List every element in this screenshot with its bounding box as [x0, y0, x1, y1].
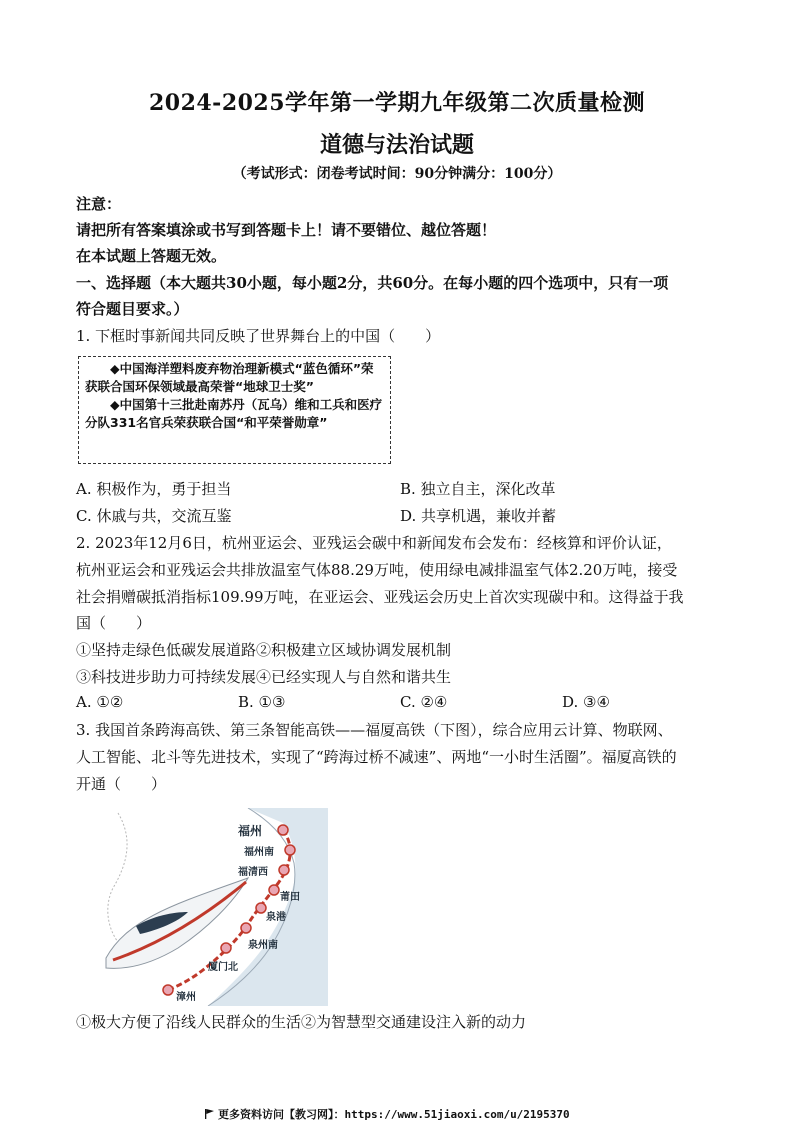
exam-info: （考试形式：闭卷考试时间：90分钟满分：100分）	[232, 166, 562, 182]
station-marker	[269, 885, 279, 895]
station-marker	[285, 845, 295, 855]
q1-option-a: A. 积极作为，勇于担当	[76, 480, 232, 498]
station-marker	[241, 923, 251, 933]
station-label: 福州南	[244, 847, 274, 858]
station-marker	[221, 943, 231, 953]
q1-stem: 1. 下框时事新闻共同反映了世界舞台上的中国（ ）	[76, 327, 441, 345]
flag-icon	[205, 1109, 214, 1119]
q2-line-3: 社会捐赠碳抵消指标109.99万吨，在亚运会、亚残运会历史上首次实现碳中和。这得益于我	[76, 588, 684, 606]
station-label: 泉港	[266, 912, 286, 923]
station-label: 福州	[238, 824, 263, 838]
station-marker	[278, 825, 288, 835]
notice-line-2: 在本试题上答题无效。	[76, 247, 227, 265]
q2-line-1: 2. 2023年12月6日，杭州亚运会、亚残运会碳中和新闻发布会发布：经核算和评价认证，	[76, 534, 672, 552]
station-label: 泉州南	[248, 940, 278, 951]
q2-statements-1: ①坚持走绿色低碳发展道路②积极建立区域协调发展机制	[76, 641, 452, 659]
q3-line-3: 开通（ ）	[76, 775, 167, 793]
fuxia-railway-map	[98, 808, 328, 1006]
q3-line-2: 人工智能、北斗等先进技术，实现了“跨海过桥不减速”、两地“一小时生活圈”。福厦高铁的	[76, 748, 677, 766]
q2-option-b: B. ①③	[238, 693, 286, 711]
station-marker	[279, 865, 289, 875]
notice-line-1: 请把所有答案填涂或书写到答题卡上！请不要错位、越位答题！	[76, 221, 497, 239]
q1-option-b: B. 独立自主，深化改革	[400, 480, 556, 498]
station-marker	[256, 903, 266, 913]
notice-label: 注意：	[76, 195, 122, 213]
exam-title: 2024-2025学年第一学期九年级第二次质量检测	[148, 90, 646, 116]
q3-statements-1: ①极大方便了沿线人民群众的生活②为智慧型交通建设注入新的动力	[76, 1013, 527, 1031]
q1-option-c: C. 休戚与共，交流互鉴	[76, 507, 232, 525]
q2-option-a: A. ①②	[76, 693, 124, 711]
section-heading-line-1: 一、选择题（本大题共30小题，每小题2分，共60分。在每小题的四个选项中，只有一项	[76, 274, 669, 292]
section-heading-line-2: 符合题目要求。）	[76, 300, 189, 318]
q1-news-item-2: ◆中国第十三批赴南苏丹（瓦乌）维和工兵和医疗分队331名官兵荣获联合国“和平荣誉勋章”	[85, 397, 383, 430]
exam-subject-title: 道德与法治试题	[319, 132, 474, 158]
q2-line-2: 杭州亚运会和亚残运会共排放温室气体88.29万吨，使用绿电减排温室气体2.20万吨，接受	[76, 561, 678, 579]
footer-link[interactable]	[205, 1106, 570, 1122]
station-marker	[163, 985, 173, 995]
q2-option-d: D. ③④	[562, 693, 610, 711]
footer-text: 更多资料访问【教习网】：https://www.51jiaoxi.com/u/2195370	[218, 1108, 570, 1121]
station-label: 福清西	[238, 867, 268, 878]
q3-line-1: 3. 我国首条跨海高铁、第三条智能高铁——福厦高铁（下图），综合应用云计算、物联网、	[76, 721, 673, 739]
q2-option-c: C. ②④	[400, 693, 448, 711]
q1-news-box	[78, 356, 391, 464]
station-label: 莆田	[280, 892, 300, 903]
q2-line-4: 国（ ）	[76, 614, 152, 632]
q2-statements-2: ③科技进步助力可持续发展④已经实现人与自然和谐共生	[76, 668, 452, 686]
q1-option-d: D. 共享机遇，兼收并蓄	[400, 507, 557, 525]
q1-news-item-1: ◆中国海洋塑料废弃物治理新模式“蓝色循环”荣获联合国环保领域最高荣誉“地球卫士奖”	[85, 361, 374, 394]
station-label: 厦门北	[208, 962, 238, 973]
station-label: 漳州	[176, 992, 196, 1003]
